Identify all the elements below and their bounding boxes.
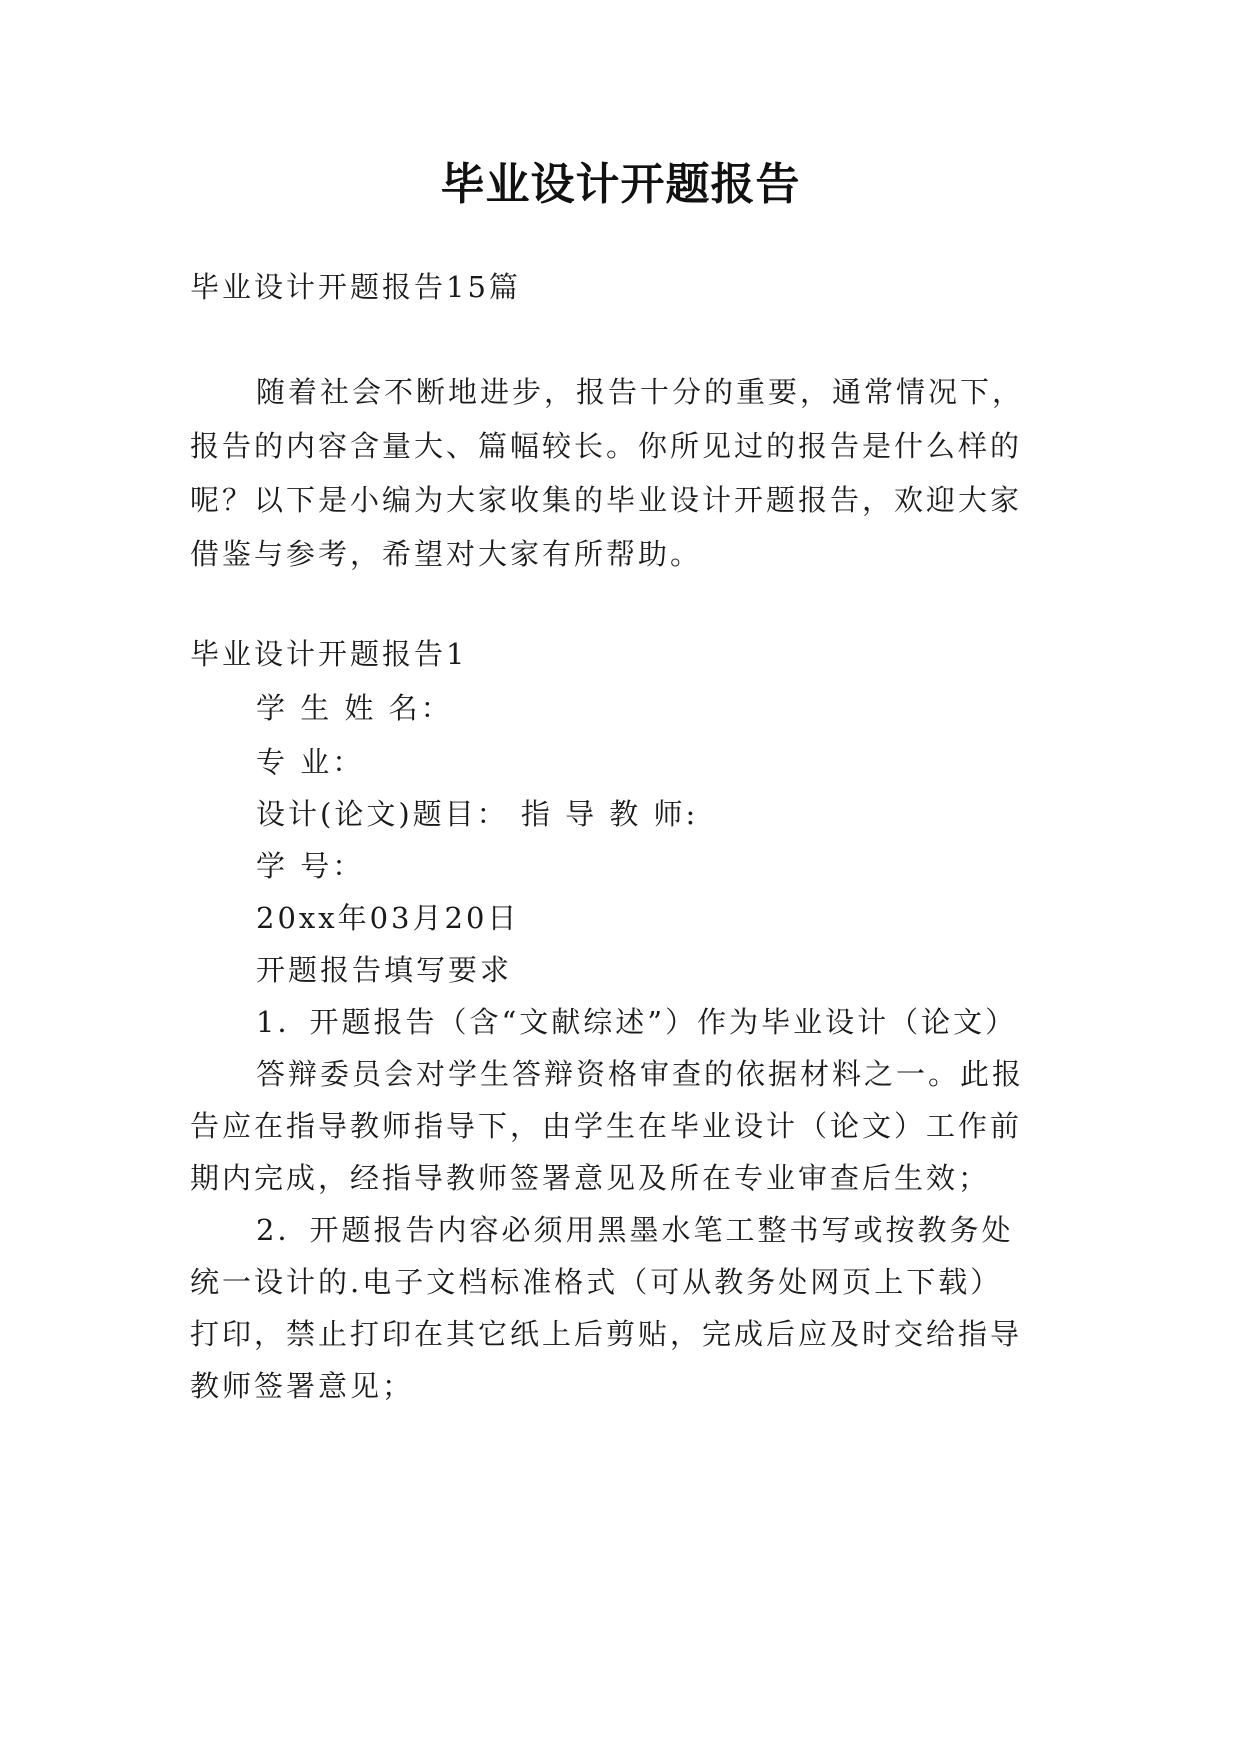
subtitle: 毕业设计开题报告15篇	[190, 270, 521, 304]
intro-line-4: 借鉴与参考，希望对大家有所帮助。	[190, 537, 703, 571]
requirements-heading: 开题报告填写要求	[256, 953, 513, 987]
intro-line-2: 报告的内容含量大、篇幅较长。你所见过的报告是什么样的	[190, 429, 1023, 463]
field-major: 专 业：	[256, 745, 365, 779]
field-student-name: 学 生 姓 名：	[256, 691, 453, 725]
intro-line-3: 呢？以下是小编为大家收集的毕业设计开题报告，欢迎大家	[190, 483, 1023, 517]
field-date: 20xx年03月20日	[256, 901, 520, 935]
field-topic-advisor: 设计(论文)题目： 指 导 教 师:	[256, 797, 699, 831]
req2-line-2: 统一设计的.电子文档标准格式（可从教务处网页上下载）	[190, 1265, 1003, 1299]
req1-line-1: 1．开题报告（含“文献综述”）作为毕业设计（论文）	[256, 1005, 1018, 1039]
intro-line-1: 随着社会不断地进步，报告十分的重要，通常情况下，	[256, 375, 1025, 409]
field-student-id: 学 号：	[256, 849, 365, 883]
req1-line-4: 期内完成，经指导教师签署意见及所在专业审查后生效；	[190, 1161, 991, 1195]
req2-line-1: 2．开题报告内容必须用黑墨水笔工整书写或按教务处	[256, 1213, 1014, 1247]
document-title: 毕业设计开题报告	[440, 159, 801, 210]
req1-line-3: 告应在指导教师指导下，由学生在毕业设计（论文）工作前	[190, 1109, 1023, 1143]
req2-line-3: 打印，禁止打印在其它纸上后剪贴，完成后应及时交给指导	[190, 1317, 1023, 1351]
req1-line-2: 答辩委员会对学生答辩资格审查的依据材料之一。此报	[256, 1057, 1025, 1091]
req2-line-4: 教师签署意见；	[190, 1369, 415, 1403]
section-heading: 毕业设计开题报告1	[190, 637, 468, 671]
